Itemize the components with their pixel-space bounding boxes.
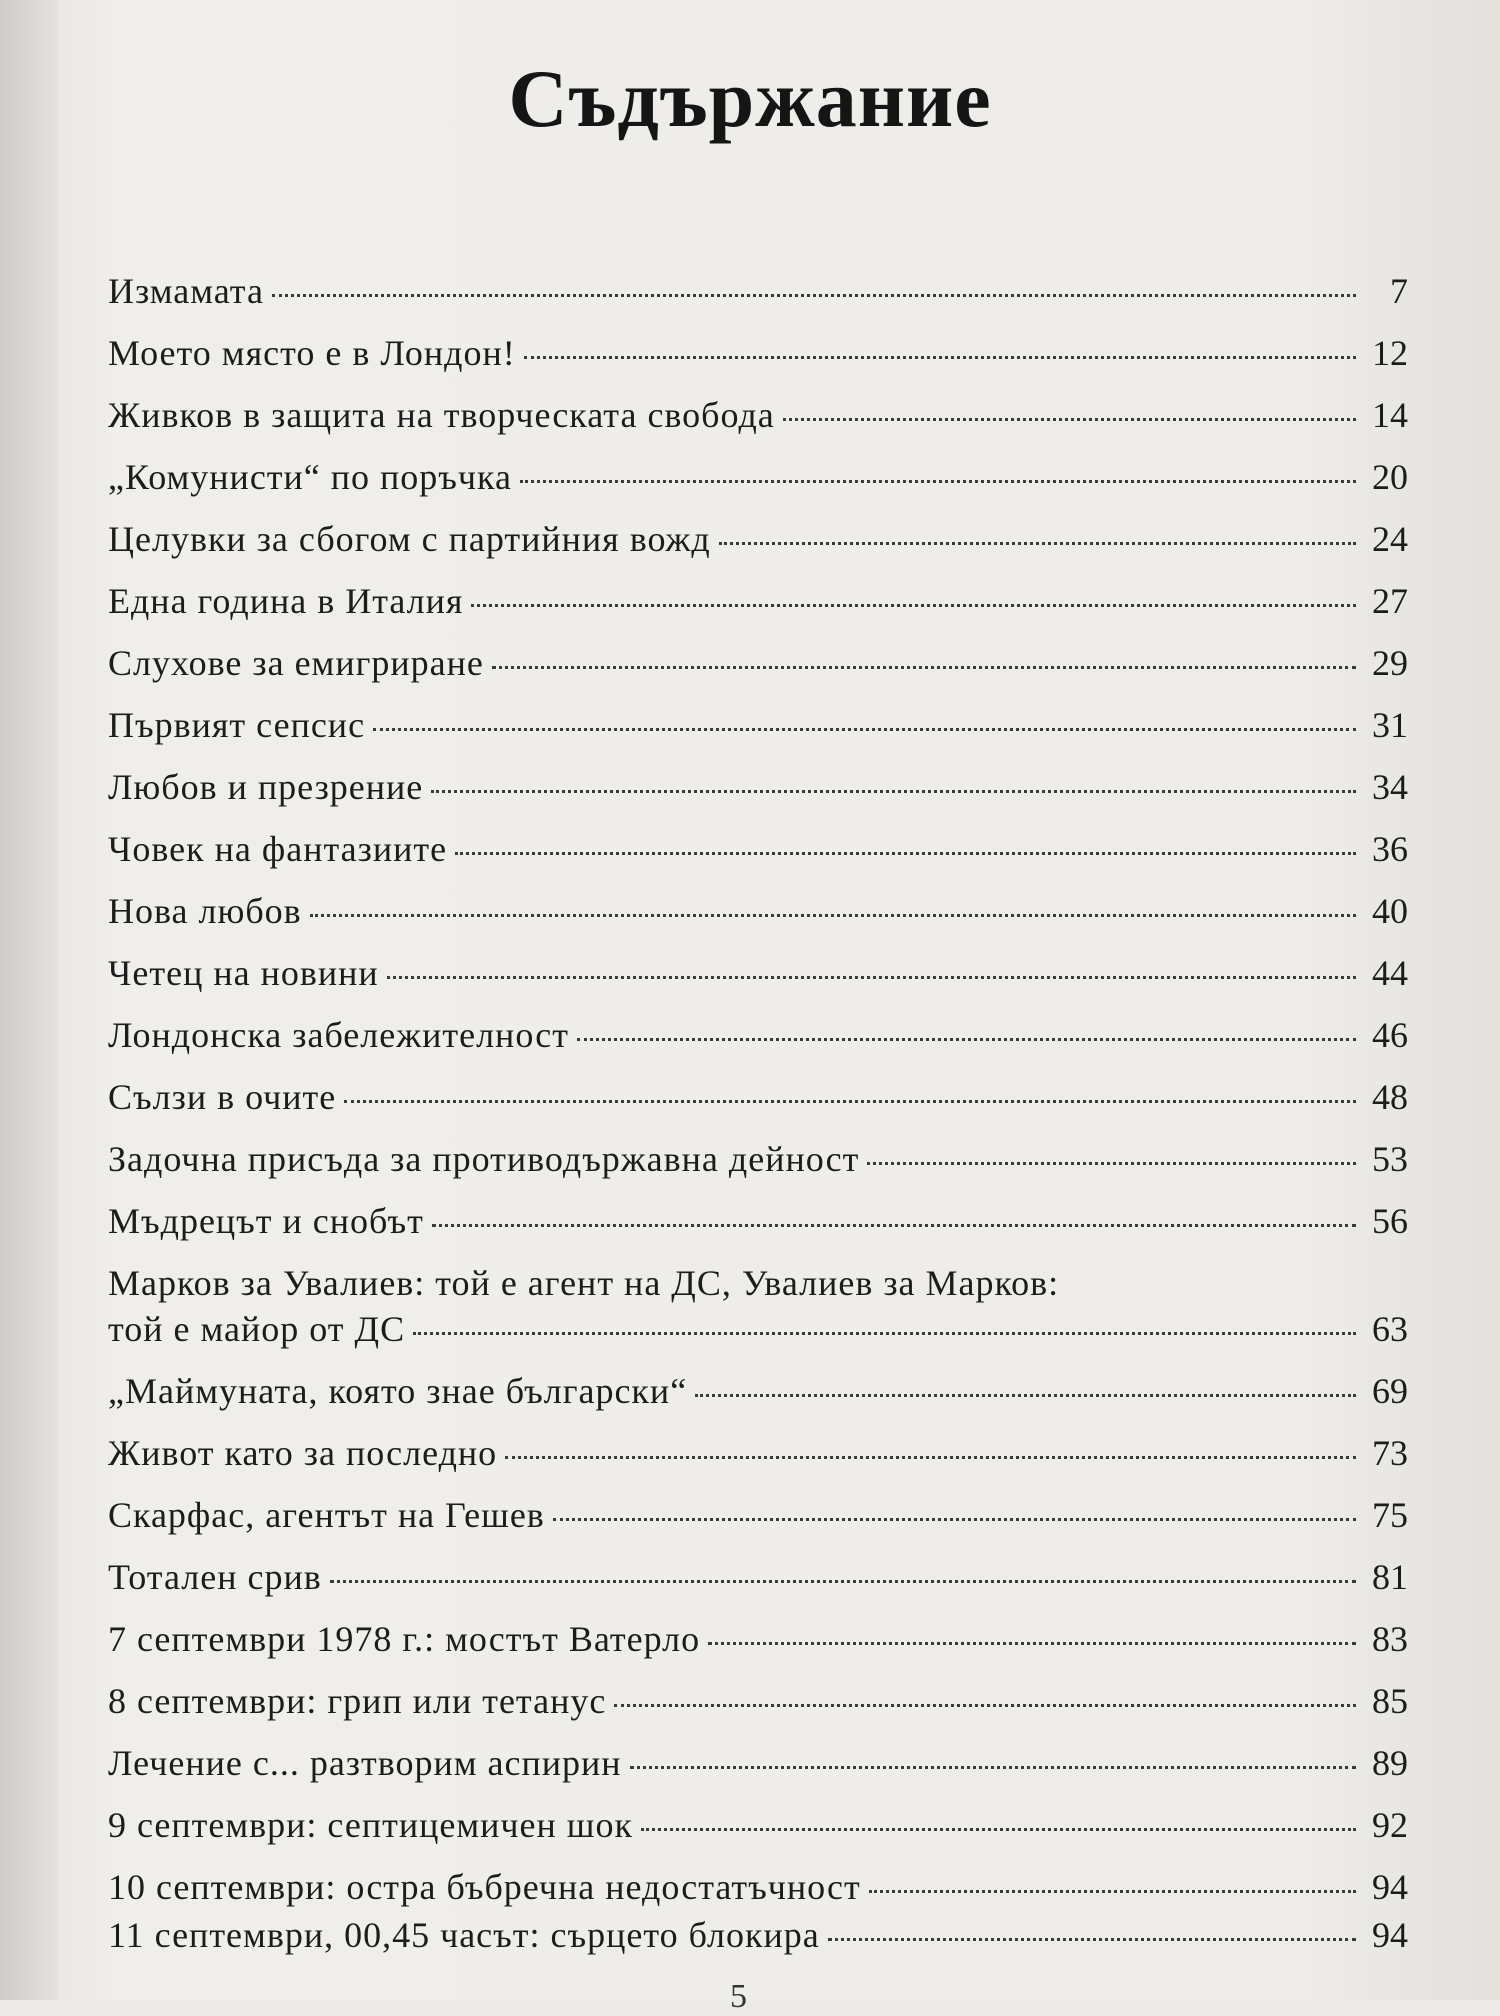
dot-leader: [413, 1332, 1356, 1335]
toc-entry-page: 12: [1372, 333, 1408, 373]
toc-entry-page: 92: [1372, 1805, 1408, 1845]
toc-entry-page: 40: [1372, 891, 1408, 931]
toc-entry-title: Четец на новини: [108, 953, 379, 993]
toc-entry-page: 85: [1372, 1681, 1408, 1721]
toc-entry: [108, 1616, 1408, 1662]
toc-entry: [108, 640, 1408, 686]
toc-entry: [108, 1260, 1408, 1352]
toc-entry: [108, 1430, 1408, 1476]
toc-entry-title: Моето място е в Лондон!: [108, 333, 516, 373]
toc-entry: [108, 1678, 1408, 1724]
toc-entry: [108, 392, 1408, 438]
dot-leader: [695, 1394, 1356, 1397]
dot-leader: [828, 1938, 1356, 1941]
dot-leader: [708, 1642, 1356, 1645]
toc-entry-title: Слухове за емигриране: [108, 643, 484, 683]
toc-entry-title: Мъдрецът и снобът: [108, 1201, 424, 1241]
toc-entry-title: 11 септември, 00,45 часът: сърцето блокира: [108, 1915, 820, 1955]
dot-leader: [455, 852, 1356, 855]
toc-entry-page: 34: [1372, 767, 1408, 807]
toc-entry-title-continued: той е майор от ДС: [108, 1309, 406, 1349]
toc-entry-title: Сълзи в очите: [108, 1077, 337, 1117]
toc-entry: [108, 1554, 1408, 1600]
toc-entry: [108, 268, 1408, 314]
dot-leader: [431, 790, 1356, 793]
dot-leader: [520, 480, 1356, 483]
toc-entry-title: Нова любов: [108, 891, 302, 931]
toc-entry-title: Измамата: [108, 271, 264, 311]
toc-entry-title: Любов и презрение: [108, 767, 424, 807]
toc-entry: [108, 702, 1408, 748]
toc-entry-title: 7 септември 1978 г.: мостът Ватерло: [108, 1619, 701, 1659]
dot-leader: [867, 1162, 1356, 1165]
toc-entry: [108, 1074, 1408, 1120]
toc-entry-page: 56: [1372, 1201, 1408, 1241]
toc-entry-page: 44: [1372, 953, 1408, 993]
toc-entry-page: 75: [1372, 1495, 1408, 1535]
toc-entry: [108, 1198, 1408, 1244]
toc-entry-page: 31: [1372, 705, 1408, 745]
toc-entry: [108, 1740, 1408, 1786]
dot-leader: [869, 1890, 1356, 1893]
toc-entry-page: 83: [1372, 1619, 1408, 1659]
toc-entry-title: Лечение с... разтворим аспирин: [108, 1743, 622, 1783]
toc-entry: [108, 1012, 1408, 1058]
toc-entry-page: 27: [1372, 581, 1408, 621]
page-gutter: [0, 0, 58, 2000]
dot-leader: [641, 1828, 1356, 1831]
toc-entry-page: 94: [1372, 1915, 1408, 1955]
toc-entry-page: 94: [1372, 1867, 1408, 1907]
toc-entry: [108, 1136, 1408, 1182]
toc-entry-page: 36: [1372, 829, 1408, 869]
toc-entry: [108, 1912, 1408, 1958]
toc-entry-title: Една година в Италия: [108, 581, 464, 621]
dot-leader: [330, 1580, 1356, 1583]
toc-entry-page: 63: [1372, 1309, 1408, 1349]
toc-entry-page: 53: [1372, 1139, 1408, 1179]
dot-leader: [344, 1100, 1356, 1103]
dot-leader: [373, 728, 1356, 731]
toc-entry: [108, 1802, 1408, 1848]
toc-entry-page: 7: [1390, 271, 1408, 311]
dot-leader: [471, 604, 1356, 607]
toc-entry-title: „Комунисти“ по поръчка: [108, 457, 512, 497]
dot-leader: [505, 1456, 1356, 1459]
toc-entry-page: 20: [1372, 457, 1408, 497]
toc-entry-title: Скарфас, агентът на Гешев: [108, 1495, 545, 1535]
toc-entry: [108, 950, 1408, 996]
toc-entry: [108, 578, 1408, 624]
dot-leader: [387, 976, 1356, 979]
toc-entry-page: 46: [1372, 1015, 1408, 1055]
toc-entry-title: 10 септември: остра бъбречна недостатъчност: [108, 1867, 861, 1907]
toc-entry-title: Тотален срив: [108, 1557, 322, 1597]
toc-entry: [108, 1368, 1408, 1414]
toc-entry: [108, 1492, 1408, 1538]
toc-entry-page: 48: [1372, 1077, 1408, 1117]
toc-entry: [108, 1864, 1408, 1910]
toc-entry-page: 73: [1372, 1433, 1408, 1473]
toc-entry-title: „Маймуната, която знае български“: [108, 1371, 688, 1411]
toc-entry-title: Първият сепсис: [108, 705, 366, 745]
toc-entry-page: 81: [1372, 1557, 1408, 1597]
toc-entry: [108, 516, 1408, 562]
toc-entry-page: 29: [1372, 643, 1408, 683]
toc-entry-title: 8 септември: грип или тетанус: [108, 1681, 607, 1721]
toc-entry-page: 24: [1372, 519, 1408, 559]
toc-entry: [108, 454, 1408, 500]
toc-entry-title: Лондонска забележителност: [108, 1015, 569, 1055]
dot-leader: [783, 418, 1356, 421]
dot-leader: [614, 1704, 1356, 1707]
toc-entry: [108, 826, 1408, 872]
toc-entry-page: 14: [1372, 395, 1408, 435]
toc-entry-page: 89: [1372, 1743, 1408, 1783]
toc-entry-title: Живков в защита на творческата свобода: [108, 395, 775, 435]
toc-entry: [108, 888, 1408, 934]
table-of-contents: [108, 268, 1408, 1958]
dot-leader: [630, 1766, 1356, 1769]
toc-entry-title: Живот като за последно: [108, 1433, 498, 1473]
dot-leader: [432, 1224, 1356, 1227]
toc-entry: [108, 764, 1408, 810]
toc-entry: [108, 330, 1408, 376]
dot-leader: [310, 914, 1356, 917]
dot-leader: [272, 294, 1356, 297]
dot-leader: [719, 542, 1356, 545]
toc-entry-title: 9 септември: септицемичен шок: [108, 1805, 633, 1845]
dot-leader: [553, 1518, 1356, 1521]
toc-entry-page: 69: [1372, 1371, 1408, 1411]
toc-entry-title: Задочна присъда за противодържавна дейност: [108, 1139, 860, 1179]
dot-leader: [524, 356, 1356, 359]
dot-leader: [492, 666, 1356, 669]
toc-entry-title: Целувки за сбогом с партийния вожд: [108, 519, 711, 559]
page-number: 5: [730, 1978, 747, 2015]
toc-entry-title: Марков за Увалиев: той е агент на ДС, Увалиев за Марков:: [108, 1263, 1060, 1303]
page-title: Съдържание: [508, 53, 992, 144]
toc-entry-title: Човек на фантазиите: [108, 829, 448, 869]
dot-leader: [577, 1038, 1356, 1041]
